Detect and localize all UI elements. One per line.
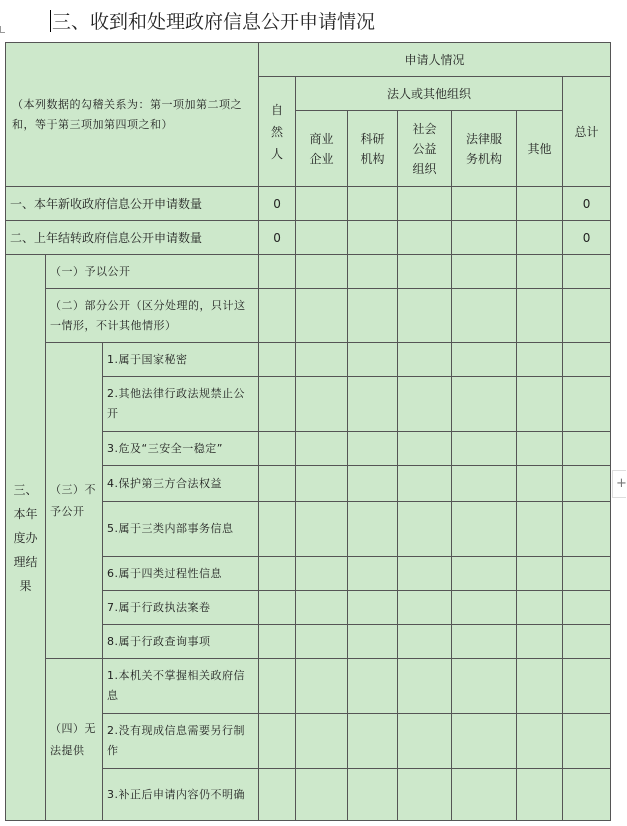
page-margin-marker [0,26,5,33]
header-note: （本列数据的勾稽关系为：第一项加第二项之和，等于第三项加第四项之和） [12,97,242,131]
table-row [6,221,611,255]
total-header: 总计 [563,77,611,187]
row-label: 2.没有现成信息需要另行制作 [103,714,259,769]
applicant-info-header: 申请人情况 [259,43,611,77]
text-cursor [50,10,51,32]
table-row [6,255,611,289]
legal-persons-header: 法人或其他组织 [296,77,563,111]
business-header: 商业企业 [296,111,348,187]
statistics-table [5,42,611,821]
plus-icon[interactable]: + [616,476,627,491]
section-title [50,8,375,36]
natural-person-header: 自然人 [259,77,296,187]
row-label: 一、本年新收政府信息公开申请数量 [6,187,259,221]
row-label: 5.属于三类内部事务信息 [103,502,259,557]
row-label: （一）予以公开 [46,255,259,289]
natural-person-value: 0 [259,187,296,221]
row-label: 二、上年结转政府信息公开申请数量 [6,221,259,255]
row-label: 1.属于国家秘密 [103,343,259,377]
row-label: 1.本机关不掌握相关政府信息 [103,659,259,714]
table-row [6,343,611,377]
withheld-group-label: （三）不予公开 [46,343,103,659]
row-label: 7.属于行政执法案卷 [103,591,259,625]
row-label: 6.属于四类过程性信息 [103,557,259,591]
results-group-label: 三、本年度办理结果 [6,255,46,821]
social-welfare-header: 社会公益组织 [398,111,452,187]
row-label: 4.保护第三方合法权益 [103,466,259,502]
row-label: 8.属于行政查询事项 [103,625,259,659]
row-label: 3.危及“三安全一稳定” [103,432,259,466]
natural-person-value: 0 [259,221,296,255]
legal-service-header: 法律服务机构 [452,111,517,187]
table-row [6,187,611,221]
header-note-cell [6,43,259,187]
other-header: 其他 [517,111,563,187]
total-value: 0 [563,221,611,255]
row-label: 3.补正后申请内容仍不明确 [103,769,259,821]
table-row [6,659,611,714]
section-title-text: 三、收到和处理政府信息公开申请情况 [52,11,376,33]
table-row [6,289,611,343]
unavailable-group-label: （四）无法提供 [46,659,103,821]
research-header: 科研机构 [348,111,398,187]
row-label: 2.其他法律行政法规禁止公开 [103,377,259,432]
row-label: （二）部分公开（区分处理的，只计这一情形，不计其他情形） [46,289,259,343]
total-value: 0 [563,187,611,221]
